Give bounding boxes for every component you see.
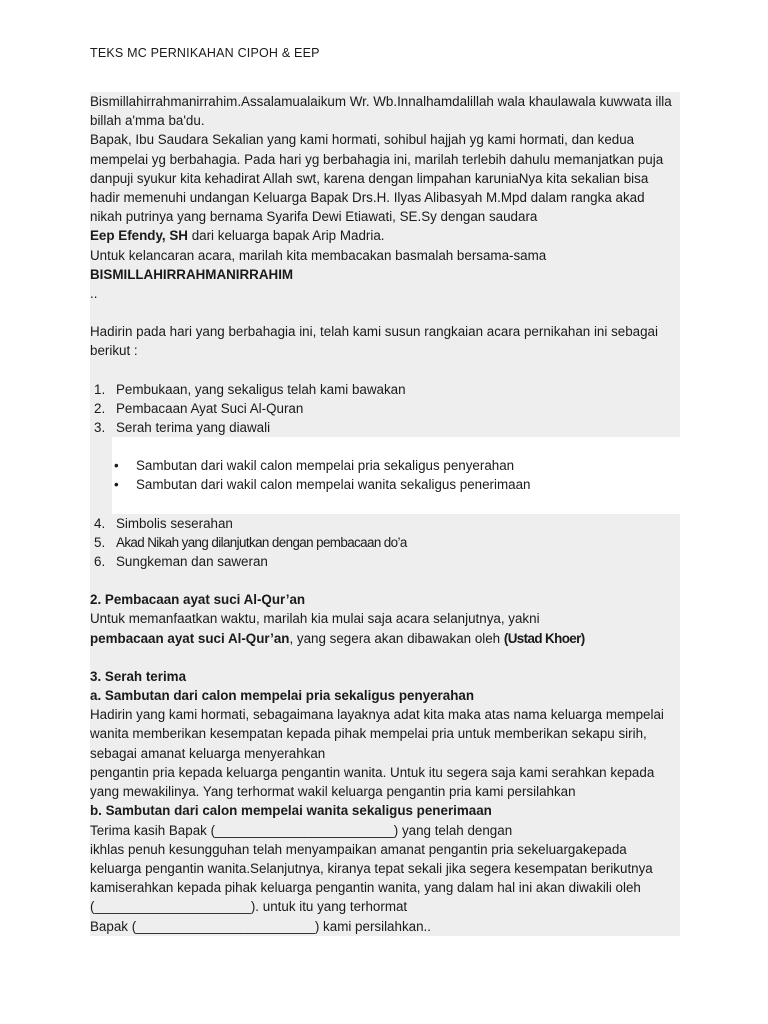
agenda-list-part1	[90, 380, 680, 438]
bullet-icon: •	[114, 458, 119, 474]
agenda-list-part2	[90, 514, 680, 572]
document-title: TEKS MC PERNIKAHAN CIPOH & EEP	[90, 46, 320, 60]
reader-name: (Ustad Khoer)	[503, 630, 585, 646]
section-3b-paragraph: Bapak (________________________) kami persilahkan..	[90, 918, 431, 934]
agenda-intro: Hadirin pada hari yang berbahagia ini, telah kami susun rangkaian acara pernikahan ini sebagai berikut :	[90, 324, 658, 359]
section-3	[90, 667, 680, 936]
agenda-item: 3. Serah terima yang diawali	[94, 420, 271, 436]
intro-block	[90, 92, 680, 380]
agenda-item: 6. Sungkeman dan saweran	[94, 554, 268, 570]
groom-family: dari keluarga bapak Arip Madria.	[187, 228, 385, 244]
section-3-heading: 3. Serah terima	[90, 668, 187, 684]
sub-bullet-list	[90, 456, 680, 494]
basmalah-text: BISMILLAHIRRAHMANIRRAHIM	[90, 266, 294, 282]
section-3a-paragraph: pengantin pria kepada keluarga pengantin wanita. Untuk itu segera saja kami serahkan kepada yang mewakilinya. Yang terhormat wakil keluarga pengantin pria kami persilahkan	[90, 764, 655, 800]
section-2-line: Untuk memanfaatkan waktu, marilah kia mulai saja acara selanjutnya, yakni	[90, 611, 540, 627]
section-3b-paragraph: ikhlas penuh kesungguhan telah menyampaikan amanat pengantin pria sekeluargakepada keluarga pengantin wanita.Selanjutnya, kiranya tepat sekali jika segera kesempatan berikutnya kamiserahkan kepada pihak keluarga pengantin wanita, yang dalam hal ini akan diwakili oleh	[90, 841, 653, 896]
opening-paragraph: Bapak, Ibu Saudara Sekalian yang kami hormati, sohibul hajjah yg kami hormati, dan kedua mempelai yg berbahagia. Pada hari yg berbahagia ini, marilah terlebih dahulu memanjatkan puja danpuji syukur kita kehadirat Allah swt, karena dengan limpahan karuniaNya kita sekalian bisa hadir memenuhi undangan Keluarga Bapak Drs.H. Ilyas Alibasyah M.Mpd dalam rangka akad nikah putrinya yang bernama Syarifa Dewi Etiawati, SE.Sy dengan saudara	[90, 132, 664, 225]
document-body	[90, 92, 680, 936]
basmalah-invite: Untuk kelancaran acara, marilah kita membacakan basmalah bersama-sama	[90, 247, 547, 263]
agenda-item: 2. Pembacaan Ayat Suci Al-Quran	[94, 400, 304, 416]
agenda-item: 4. Simbolis seserahan	[94, 515, 233, 531]
section-2	[90, 571, 680, 667]
section-3b-paragraph: Terima kasih Bapak (________________________) yang telah dengan	[90, 822, 513, 838]
section-3b-paragraph: (_____________________). untuk itu yang terhormat	[90, 899, 408, 915]
sub-bullet-block	[90, 437, 680, 513]
section-2-heading: 2. Pembacaan ayat suci Al-Qur’an	[90, 592, 306, 608]
groom-name: Eep Efendy, SH	[90, 228, 188, 244]
ellipsis: ..	[90, 286, 98, 302]
sub-bullet-item: • Sambutan dari wakil calon mempelai pria sekaligus penyerahan	[90, 456, 680, 475]
bullet-icon: •	[114, 477, 119, 493]
section-3a-paragraph: Hadirin yang kami hormati, sebagaimana layaknya adat kita maka atas nama keluarga mempelai wanita memberikan kesempatan kepada pihak mempelai pria untuk memberikan sekapu sirih, sebagai amanat keluarga menyerahkan	[90, 707, 664, 761]
agenda-item: 1. Pembukaan, yang sekaligus telah kami bawakan	[94, 381, 406, 397]
section-3a-heading: a. Sambutan dari calon mempelai pria sekaligus penyerahan	[90, 688, 475, 704]
sub-bullet-item: • Sambutan dari wakil calon mempelai wanita sekaligus penerimaan	[90, 475, 680, 494]
groom-line	[90, 226, 680, 245]
opening-greeting: Bismillahirrahmanirrahim.Assalamualaikum Wr. Wb.Innalhamdalillah wala khaulawala kuwwata illa billah a'mma ba'du.	[90, 94, 672, 129]
agenda-item: 5. Akad Nikah yang dilanjutkan dengan pembacaan do’a	[94, 534, 407, 550]
section-2-reader-line: pembacaan ayat suci Al-Qur’an, yang segera akan dibawakan oleh (Ustad Khoer)	[90, 630, 585, 646]
section-3b-heading: b. Sambutan dari calon mempelai wanita sekaligus penerimaan	[90, 803, 492, 819]
